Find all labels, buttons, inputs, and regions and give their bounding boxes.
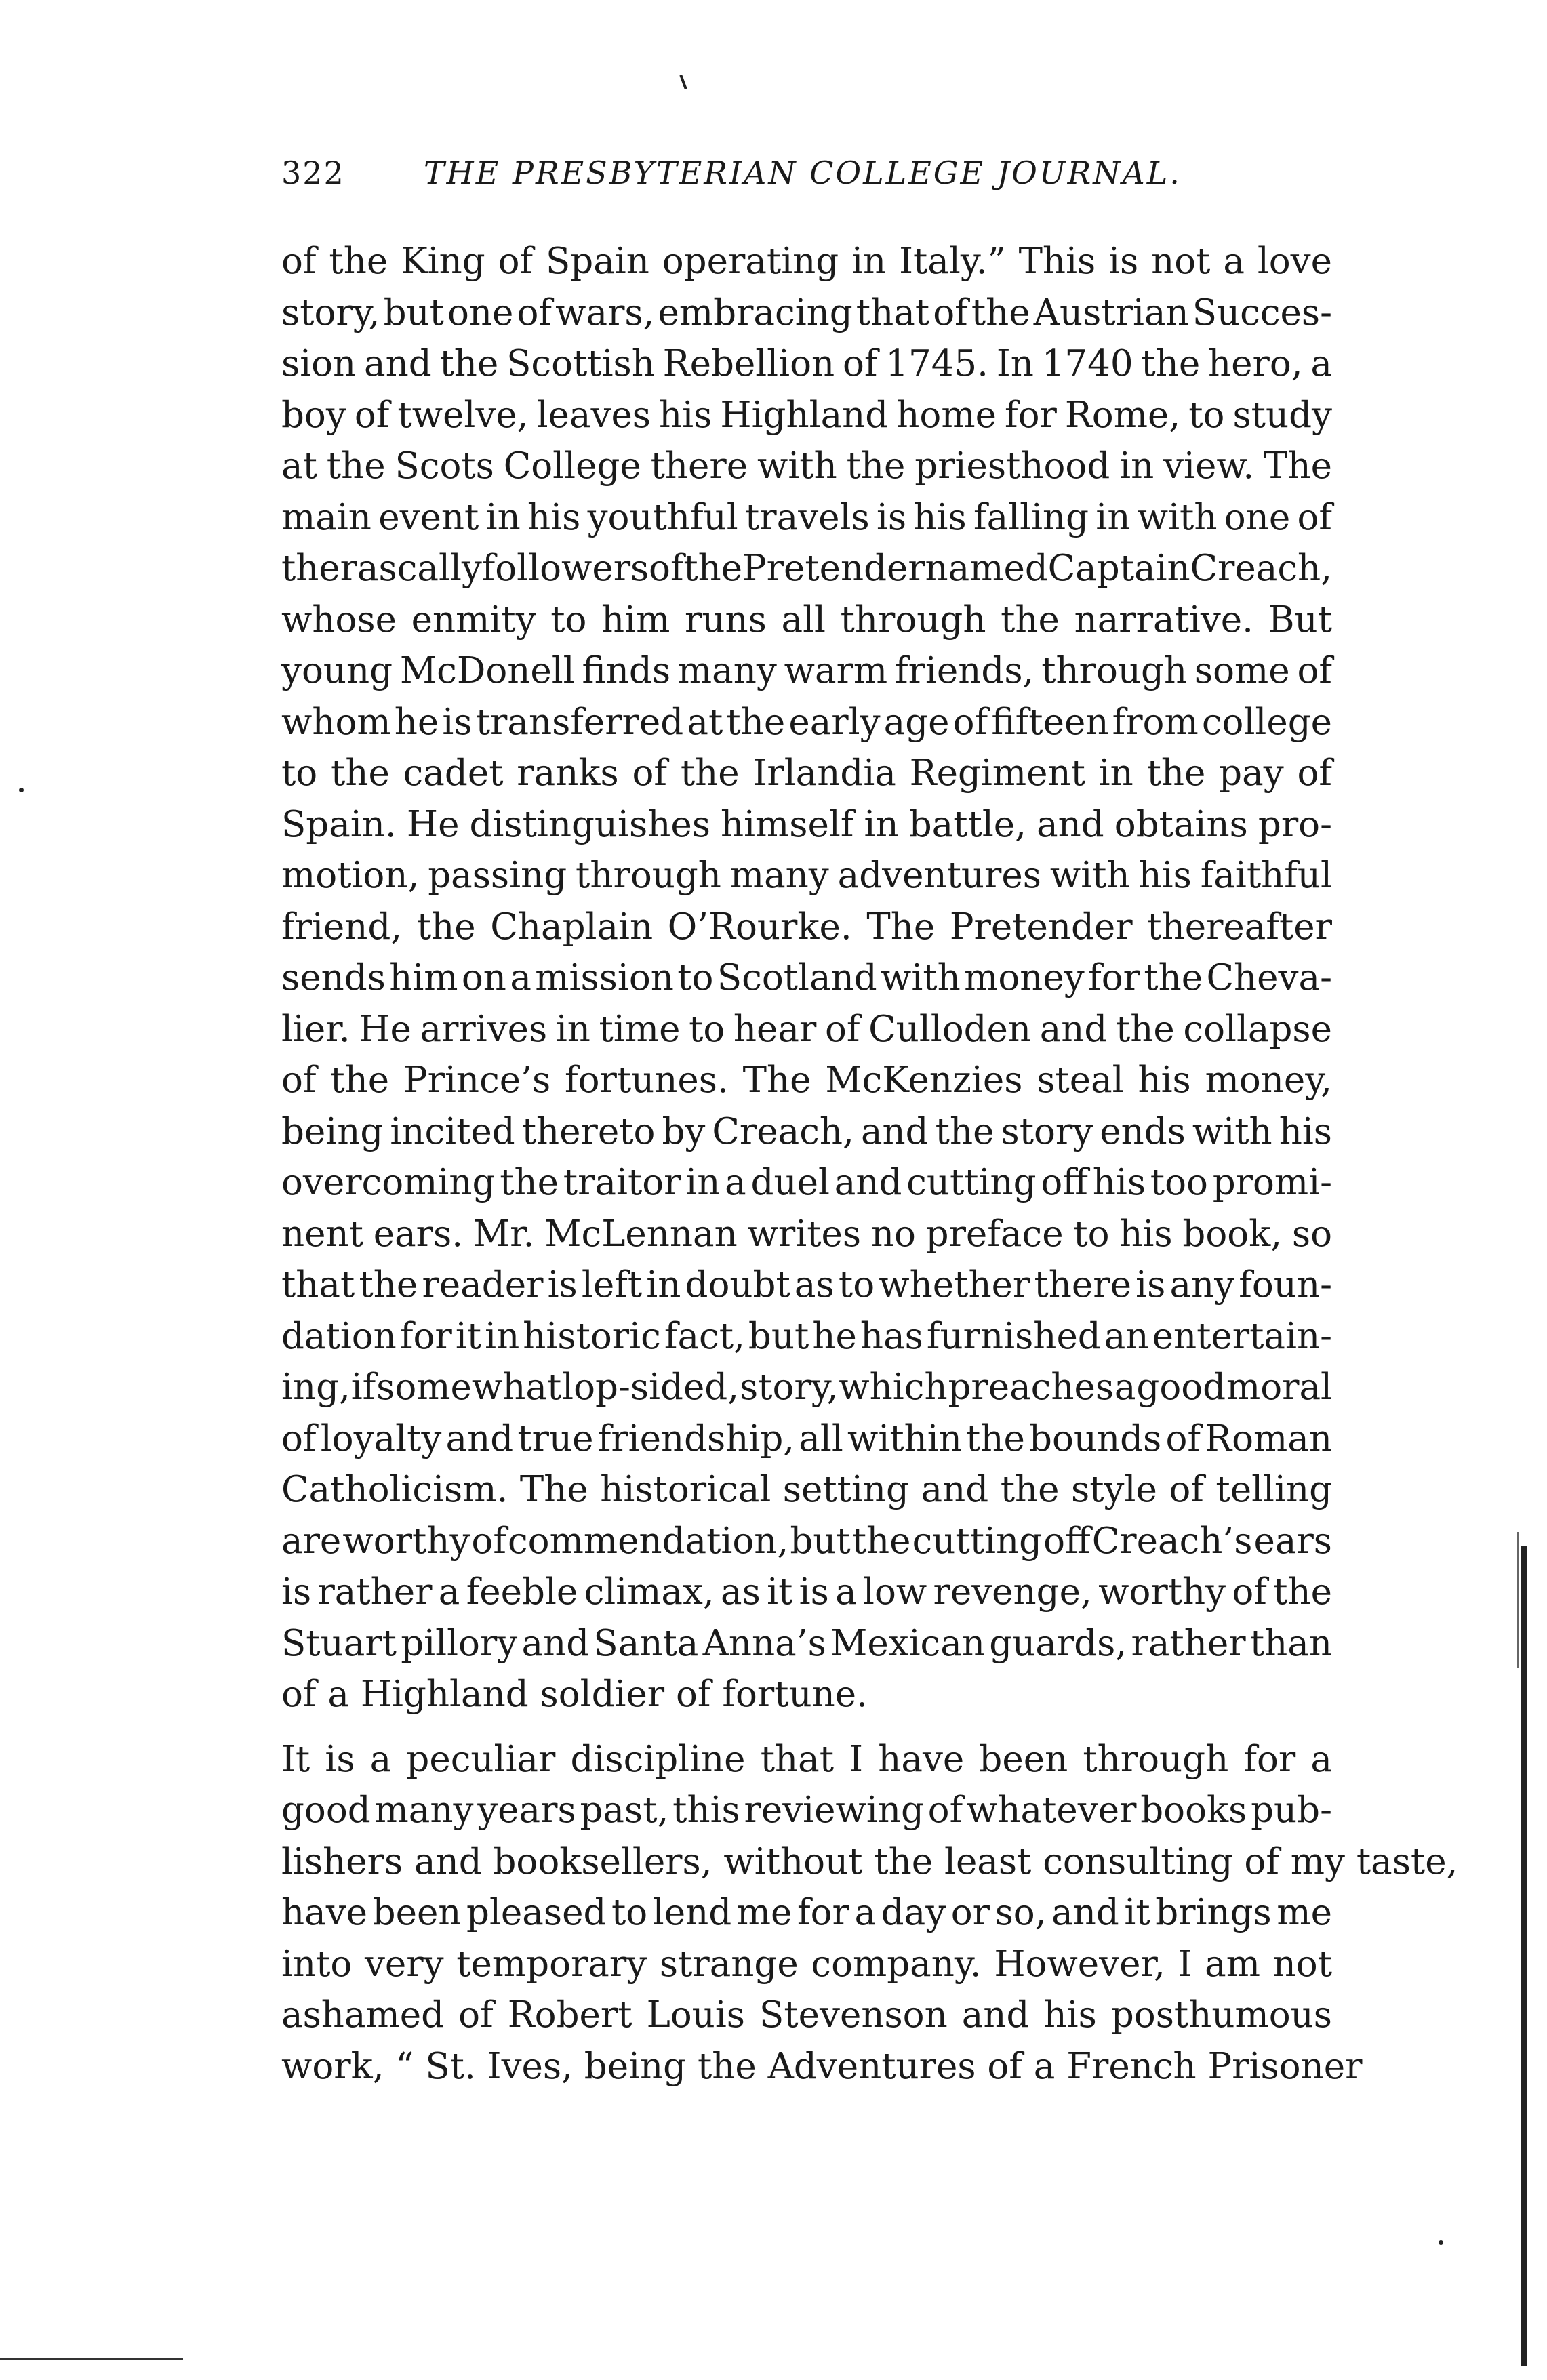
- text-line: have been pleased to lend me for a day or so, and it brings me: [281, 1892, 1332, 1933]
- text-line: young McDonell finds many warm friends, through some of: [281, 650, 1332, 691]
- text-line: of the King of Spain operating in Italy.” This is not a love: [281, 241, 1332, 282]
- paragraph-spacer: [281, 1720, 1332, 1734]
- page-number: 322: [281, 155, 345, 191]
- text-line: ashamed of Robert Louis Stevenson and his posthumous: [281, 1994, 1332, 2036]
- text-line: work, “ St. Ives, being the Adventures of a French Prisoner: [281, 2045, 1363, 2087]
- text-line: of loyalty and true friendship, all within the bounds of Roman: [281, 1417, 1332, 1459]
- text-line: being incited thereto by Creach, and the story ends with his: [281, 1110, 1332, 1152]
- text-line: of a Highland soldier of fortune.: [281, 1674, 868, 1715]
- scan-rule-bottom: [0, 2358, 183, 2360]
- scan-mark-top: [679, 75, 687, 89]
- text-line: whose enmity to him runs all through the narrative. But: [281, 599, 1332, 641]
- text-line: ing, if somewhat lop-sided, story, which preaches a good moral: [281, 1367, 1332, 1408]
- text-line: to the cadet ranks of the Irlandia Regiment in the pay of: [281, 752, 1332, 794]
- paragraph-1: [281, 236, 1332, 1720]
- running-title: THE PRESBYTERIAN COLLEGE JOURNAL.: [424, 155, 1182, 191]
- text-line: It is a peculiar discipline that I have been through for a: [281, 1738, 1332, 1780]
- text-line: the rascally followers of the Pretender named Captain Creach,: [281, 548, 1332, 589]
- scan-edge-bar: [1521, 1546, 1527, 2366]
- text-line: boy of twelve, leaves his Highland home for Rome, to study: [281, 394, 1332, 436]
- text-line: sion and the Scottish Rebellion of 1745. In 1740 the hero, a: [281, 343, 1332, 384]
- text-line: at the Scots College there with the priesthood in view. The: [281, 445, 1332, 487]
- paragraph-2: [281, 1734, 1458, 2093]
- page-header: [281, 155, 1332, 209]
- text-line: friend, the Chaplain O’Rourke. The Pretender thereafter: [281, 906, 1332, 948]
- text-line: that the reader is left in doubt as to whether there is any foun-: [281, 1264, 1332, 1306]
- text-line: into very temporary strange company. However, I am not: [281, 1943, 1332, 1985]
- text-line: story, but one of wars, embracing that of the Austrian Succes-: [281, 291, 1332, 334]
- text-line: is rather a feeble climax, as it is a low revenge, worthy of the: [281, 1571, 1332, 1613]
- text-line: whom he is transferred at the early age of fifteen from college: [281, 701, 1332, 743]
- text-line: overcoming the traitor in a duel and cutting off his too promi-: [281, 1162, 1332, 1203]
- scan-dot-right: [1439, 2240, 1443, 2245]
- text-line: Spain. He distinguishes himself in battle, and obtains pro-: [281, 803, 1332, 845]
- text-line: good many years past, this reviewing of whatever books pub-: [281, 1790, 1332, 1831]
- scan-dot-left: [19, 788, 24, 792]
- text-line: main event in his youthful travels is his falling in with one of: [281, 496, 1332, 538]
- text-line: lishers and booksellers, without the least consulting of my taste,: [281, 1840, 1458, 1882]
- scan-edge-line: [1517, 1532, 1519, 1668]
- text-line: are worthy of commendation, but the cutting off Creach’s ears: [281, 1520, 1332, 1562]
- text-line: lier. He arrives in time to hear of Culloden and the collapse: [281, 1008, 1332, 1050]
- text-line: Catholicism. The historical setting and the style of telling: [281, 1469, 1332, 1510]
- text-line: Stuart pillory and Santa Anna’s Mexican guards, rather than: [281, 1622, 1332, 1664]
- text-line: of the Prince’s fortunes. The McKenzies steal his money,: [281, 1060, 1332, 1101]
- text-line: nent ears. Mr. McLennan writes no preface to his book, so: [281, 1213, 1332, 1255]
- text-line: dation for it in historic fact, but he has furnished an entertain-: [281, 1315, 1332, 1357]
- body-text: [281, 236, 1458, 2092]
- text-line: sends him on a mission to Scotland with money for the Cheva-: [281, 957, 1332, 999]
- text-line: motion, passing through many adventures with his faithful: [281, 855, 1332, 896]
